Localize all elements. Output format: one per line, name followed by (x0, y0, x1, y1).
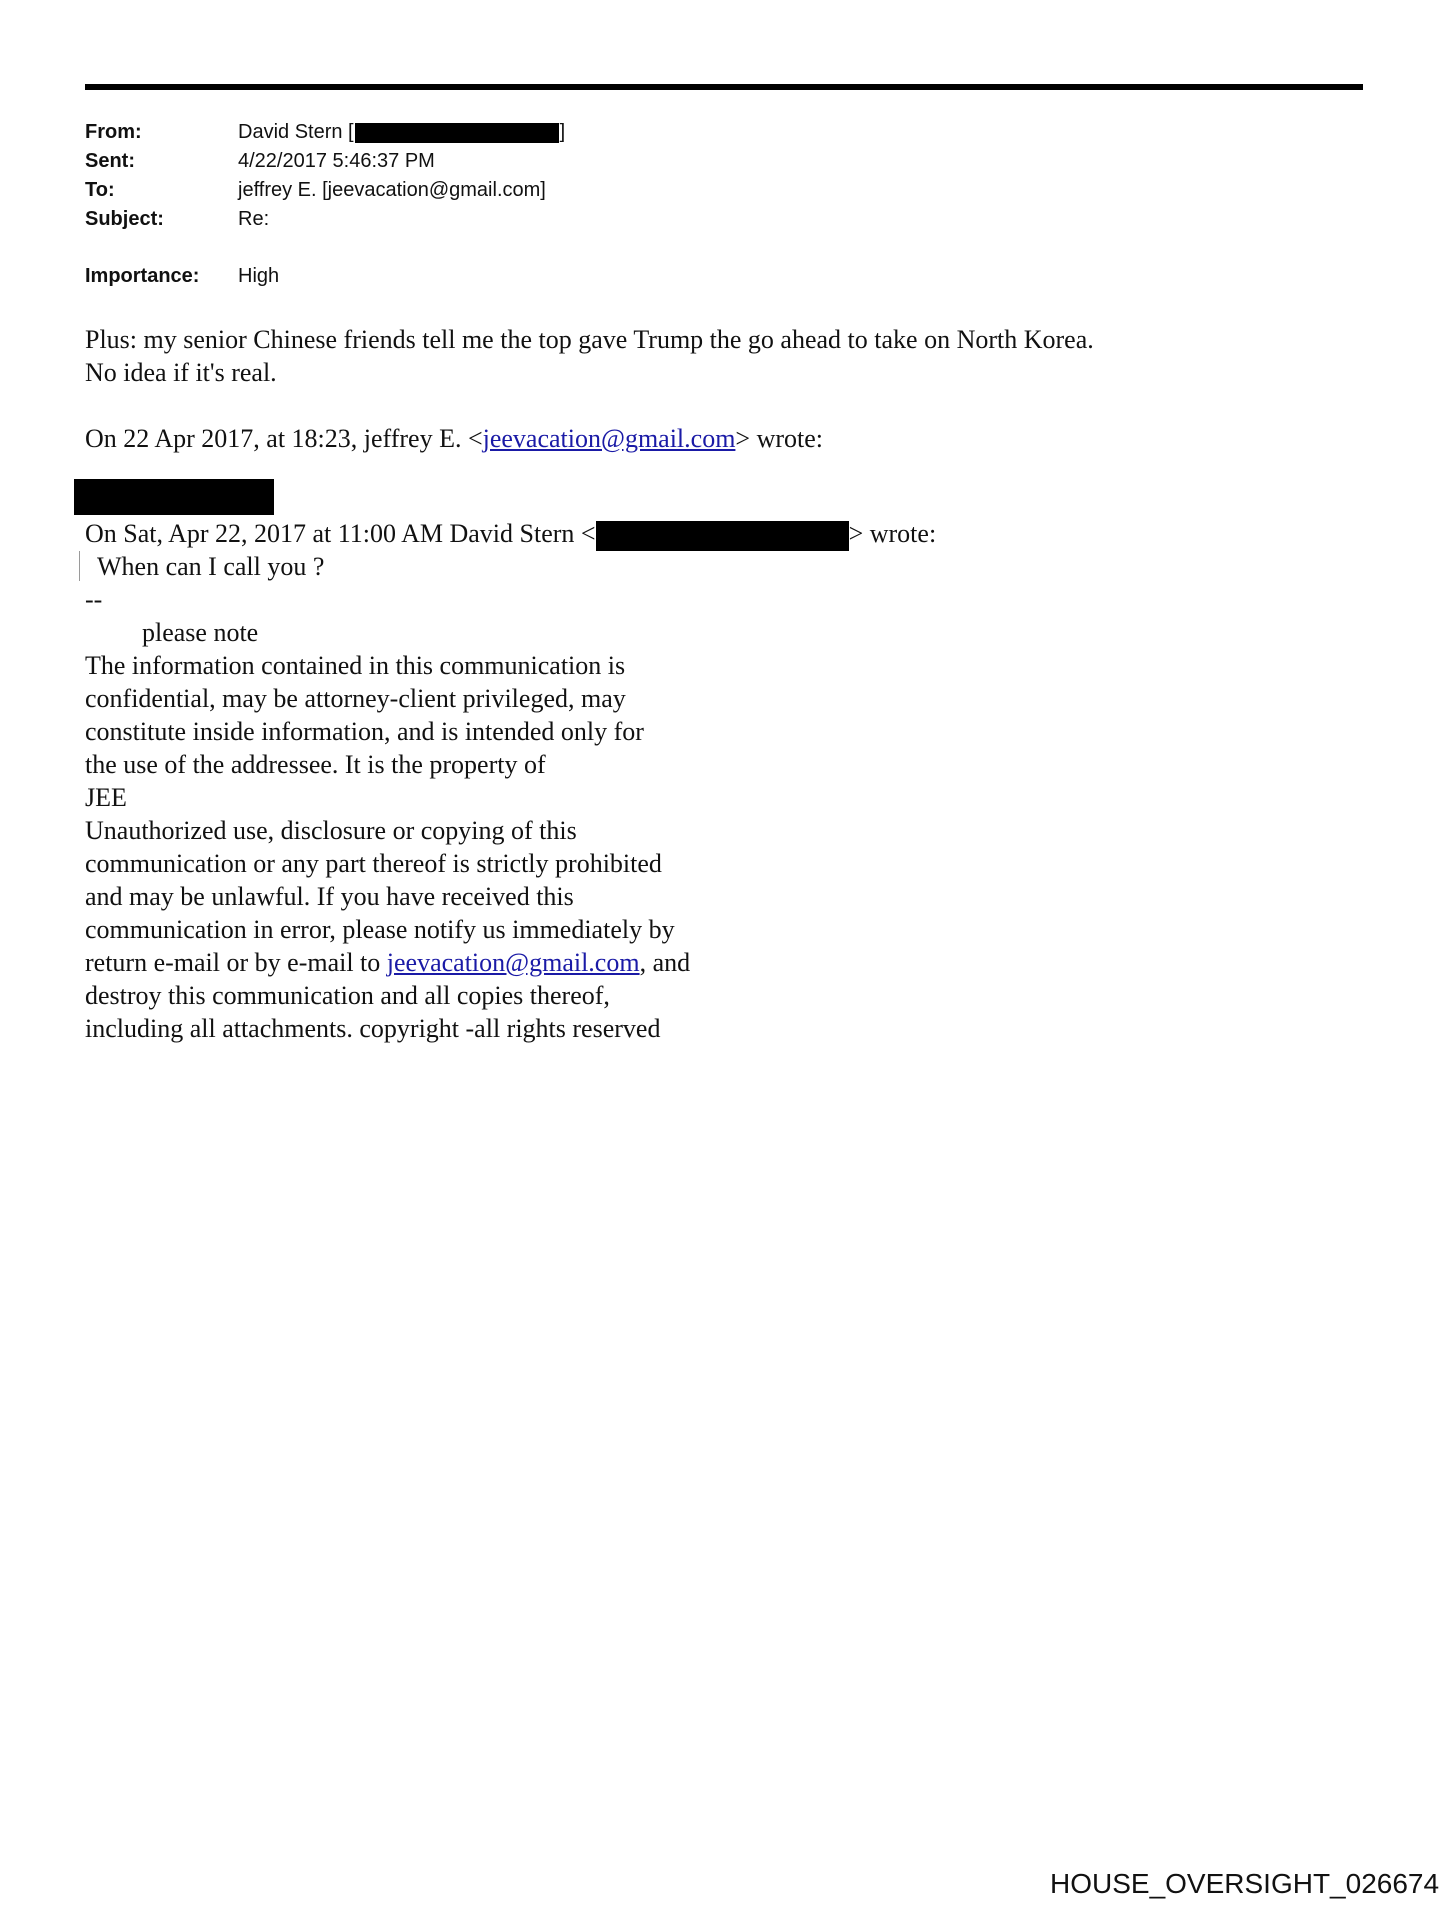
subject-label: Subject: (85, 208, 164, 230)
disclaimer-line: including all attachments. copyright -all rights reserved (85, 1014, 661, 1043)
quoted-message: When can I call you ? (97, 552, 325, 581)
disclaimer-line: and may be unlawful. If you have received this (85, 882, 574, 911)
body-line-2: No idea if it's real. (85, 358, 277, 387)
disclaimer-line: Unauthorized use, disclosure or copying of this (85, 816, 577, 845)
reply-header-2-suffix: > wrote: (848, 519, 937, 548)
body-line-1: Plus: my senior Chinese friends tell me the top gave Trump the go ahead to take on North Korea. (85, 325, 1094, 354)
please-note: please note (142, 618, 259, 647)
redaction-block (74, 479, 274, 515)
redaction-sender-email (596, 521, 849, 551)
disclaimer-line: The information contained in this communication is (85, 651, 626, 680)
return-prefix: return e-mail or by e-mail to (85, 948, 387, 977)
disclaimer-line: the use of the addressee. It is the property of (85, 750, 546, 779)
to-label: To: (85, 179, 115, 201)
sent-value: 4/22/2017 5:46:37 PM (238, 150, 435, 172)
reply-header-2 (85, 517, 936, 551)
disclaimer-return-line (85, 946, 690, 979)
from-name: David Stern [ (238, 121, 354, 143)
disclaimer-line: confidential, may be attorney-client privileged, may (85, 684, 626, 713)
importance-value: High (238, 265, 280, 287)
from-close: ] (559, 121, 566, 143)
reply-header-1-email-link[interactable]: jeevacation@gmail.com (482, 424, 736, 453)
return-suffix: , and (639, 948, 691, 977)
quote-bar (79, 551, 80, 581)
reply-header-2-prefix: On Sat, Apr 22, 2017 at 11:00 AM David Stern < (85, 519, 596, 548)
redaction-from-email (355, 123, 559, 143)
subject-value: Re: (238, 208, 270, 230)
bates-stamp: HOUSE_OVERSIGHT_026674 (1050, 1868, 1440, 1899)
reply-header-1-suffix: > wrote: (735, 424, 824, 453)
return-email-link[interactable]: jeevacation@gmail.com (386, 948, 640, 977)
disclaimer-line: JEE (85, 783, 127, 812)
from-value (238, 118, 565, 147)
disclaimer-line: destroy this communication and all copies thereof, (85, 981, 610, 1010)
signature-dashes: -- (85, 585, 103, 614)
disclaimer-line: communication or any part thereof is strictly prohibited (85, 849, 662, 878)
to-value: jeffrey E. [jeevacation@gmail.com] (238, 179, 546, 201)
disclaimer-line: constitute inside information, and is intended only for (85, 717, 644, 746)
header-rule (85, 84, 1363, 90)
disclaimer-line: communication in error, please notify us immediately by (85, 915, 675, 944)
sent-label: Sent: (85, 150, 135, 172)
importance-label: Importance: (85, 265, 200, 287)
reply-header-1 (85, 422, 823, 455)
reply-header-1-prefix: On 22 Apr 2017, at 18:23, jeffrey E. < (85, 424, 483, 453)
from-label: From: (85, 121, 142, 143)
